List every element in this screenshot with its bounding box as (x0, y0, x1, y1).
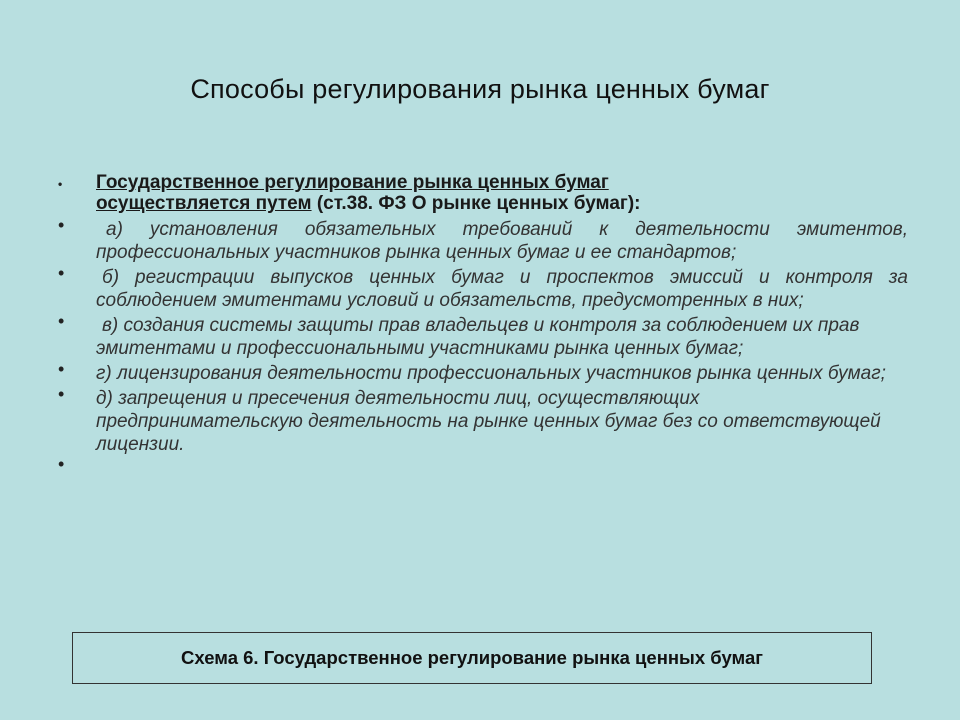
list-item-text: г) лицензирования деятельности профессиональных участников рынка ценных бумаг; (96, 363, 886, 384)
bullet-marker: • (58, 359, 65, 379)
list-item-text: д) запрещения и пресечения деятельности лиц, осуществляющих предпринимательскую деятельность на рынке ценных бумаг без со ответствующей лицензии. (96, 388, 881, 455)
bullet-list (58, 172, 908, 480)
heading-reference-end: ): (627, 193, 641, 214)
heading-underlined-line1: Государственное регулирование рынка ценных бумаг (96, 172, 609, 193)
caption-text: Схема 6. Государственное регулирование рынка ценных бумаг (181, 647, 763, 668)
caption-box (72, 632, 872, 684)
heading-reference: (ст.38. ФЗ О рынке ценных бумаг (311, 193, 628, 214)
bullet-marker: • (58, 384, 65, 404)
list-item (58, 215, 908, 264)
bullet-marker: • (58, 454, 65, 474)
list-item (58, 359, 908, 385)
bullet-marker: • (58, 263, 65, 283)
empty-list-item (58, 454, 908, 480)
bullet-marker: • (58, 311, 65, 331)
heading-text (96, 172, 908, 214)
heading-item (58, 172, 908, 214)
bullet-marker: • (58, 177, 63, 191)
slide-title: Способы регулирования рынка ценных бумаг (190, 74, 770, 104)
list-item (58, 263, 908, 312)
bullet-marker: • (58, 215, 65, 235)
list-item (58, 311, 908, 360)
list-item-text: а) установления обязательных требований к деятельности эмитентов, профессиональных участников рынка ценных бумаг и ее стандартов; (96, 219, 908, 263)
list-item-text: в) создания системы защиты прав владельцев и контроля за соблюдением их прав эмитентами и профессиональными участниками рынка ценных бумаг; (96, 315, 860, 359)
list-item-text: б) регистрации выпусков ценных бумаг и проспектов эмиссий и контроля за соблюдением эмитентами условий и обязательств, предусмотренных в них; (96, 267, 908, 311)
heading-underlined-line2: осуществляется путем (96, 193, 312, 214)
list-item (58, 384, 908, 456)
